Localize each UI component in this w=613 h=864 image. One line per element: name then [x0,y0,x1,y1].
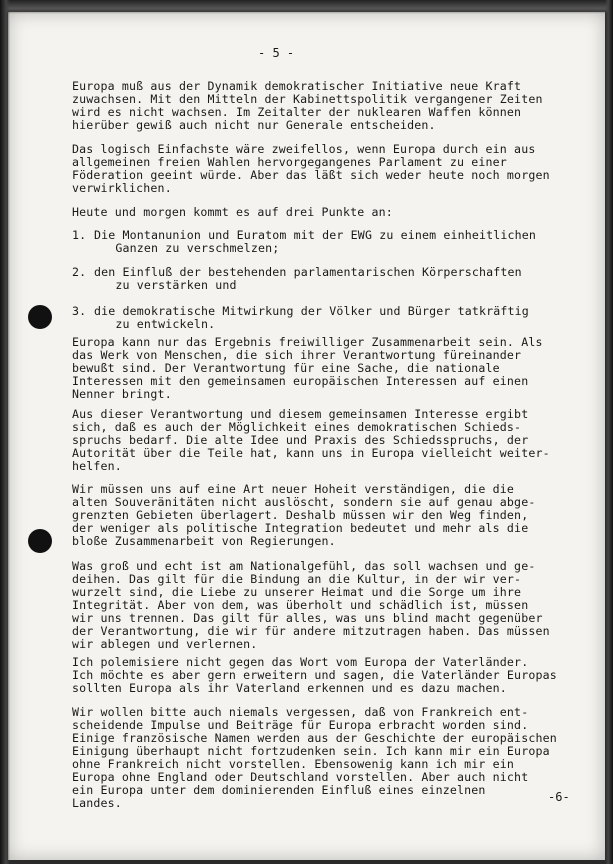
punch-hole-upper [28,305,52,329]
paragraph-2: Das logisch Einfachste wäre zweifellos, wenn Europa durch ein aus allgemeinen freien Wahlen hervorgegangenes Parlament zu einer Föderation geeint würde. Aber das läßt sich weder heute noch morgen verwirklichen. [72,142,550,195]
scan-edge-top [0,0,613,14]
paragraph-7: Was groß und echt ist am Nationalgefühl, das soll wachsen und ge- deihen. Das gilt für die Bindung an die Kultur, in der wir ver- wurzelt sind, die Liebe zu unserer Heimat und die Sorge um ihre Integrität. Aber von dem, was überholt und schädlich ist, müssen wir uns trennen. Das gilt für alles, was uns blind macht gegenüber der Verantwortung, die wir für andere mitzutragen haben. Das müssen wir ablegen und verlernen. [72,559,550,651]
paragraph-8: Ich polemisiere nicht gegen das Wort vom Europa der Vaterländer. Ich möchte es aber gern erweitern und sagen, die Vaterländer Europas sollten Europa als ihr Vaterland erkennen und es dazu machen. [72,655,557,695]
scan-edge-left [0,0,10,864]
list-item-text: die demokratische Mitwirkung der Völker und Bürger tatkräftig zu entwickeln. [94,304,529,331]
paragraph-1: Europa muß aus der Dynamik demokratischer Initiative neue Kraft zuwachsen. Mit den Mitteln der Kabinettspolitik vergangener Zeiten wird es nicht wachsen. Im Zeitalter der nuklearen Waffen können hierüber gewiß auch nicht nur Generale entscheiden. [72,79,543,132]
paragraph-3: Heute und morgen kommt es auf drei Punkte an: [72,205,393,219]
list-item-number: 3. [72,304,87,318]
list-item-number: 1. [72,228,87,242]
scan-edge-right [605,0,613,864]
list-item-number: 2. [72,265,87,279]
paragraph-6: Wir müssen uns auf eine Art neuer Hoheit verständigen, die die alten Souveränitäten nicht auslöscht, sondern sie auf genau abge- grenzten Gebieten überlagert. Deshalb müssen wir den Weg finden, der weniger als politische Integration bedeutet und mehr als die bloße Zusammenarbeit von Regierungen. [72,482,536,548]
next-page-marker: -6- [548,790,570,804]
punch-hole-lower [28,529,52,553]
list-item-text: Die Montanunion und Euratom mit der EWG zu einem einheitlichen Ganzen zu verschmelzen; [94,228,537,255]
paragraph-4: Europa kann nur das Ergebnis freiwilliger Zusammenarbeit sein. Als das Werk von Menschen, die sich ihrer Verantwortung füreinander bewußt sind. Der Verantwortung für eine Sache, die nationale Interessen mit den gemeinsamen europäischen Interessen auf einen Nenner bringt. [72,335,543,401]
page-number: - 5 - [258,46,295,60]
paragraph-5: Aus dieser Verantwortung und diesem gemeinsamen Interesse ergibt sich, daß es auch der Möglichkeit eines demokratischen Schieds- spruchs bedarf. Die alte Idee und Praxis des Schiedsspruchs, der Autorität über die Teile hat, kann uns in Europa vielleicht weiter- helfen. [72,407,550,473]
paragraph-9: Wir wollen bitte auch niemals vergessen, daß von Frankreich ent- scheidende Impulse und Beiträge für Europa erbracht worden sind. Einige französische Namen werden aus der Geschichte der europäischen Einigung überhaupt nicht fortzudenken sein. Ich kann mir ein Europa ohne Frankreich nicht vorstellen. Ebensowenig kann ich mir ein Europa ohne England oder Deutschland vorstellen. Aber auch nicht ein Europa unter dem dominierenden Einfluß eines einzelnen Landes. [72,705,557,810]
list-item-text: den Einfluß der bestehenden parlamentarischen Körperschaften zu verstärken und [94,265,522,292]
